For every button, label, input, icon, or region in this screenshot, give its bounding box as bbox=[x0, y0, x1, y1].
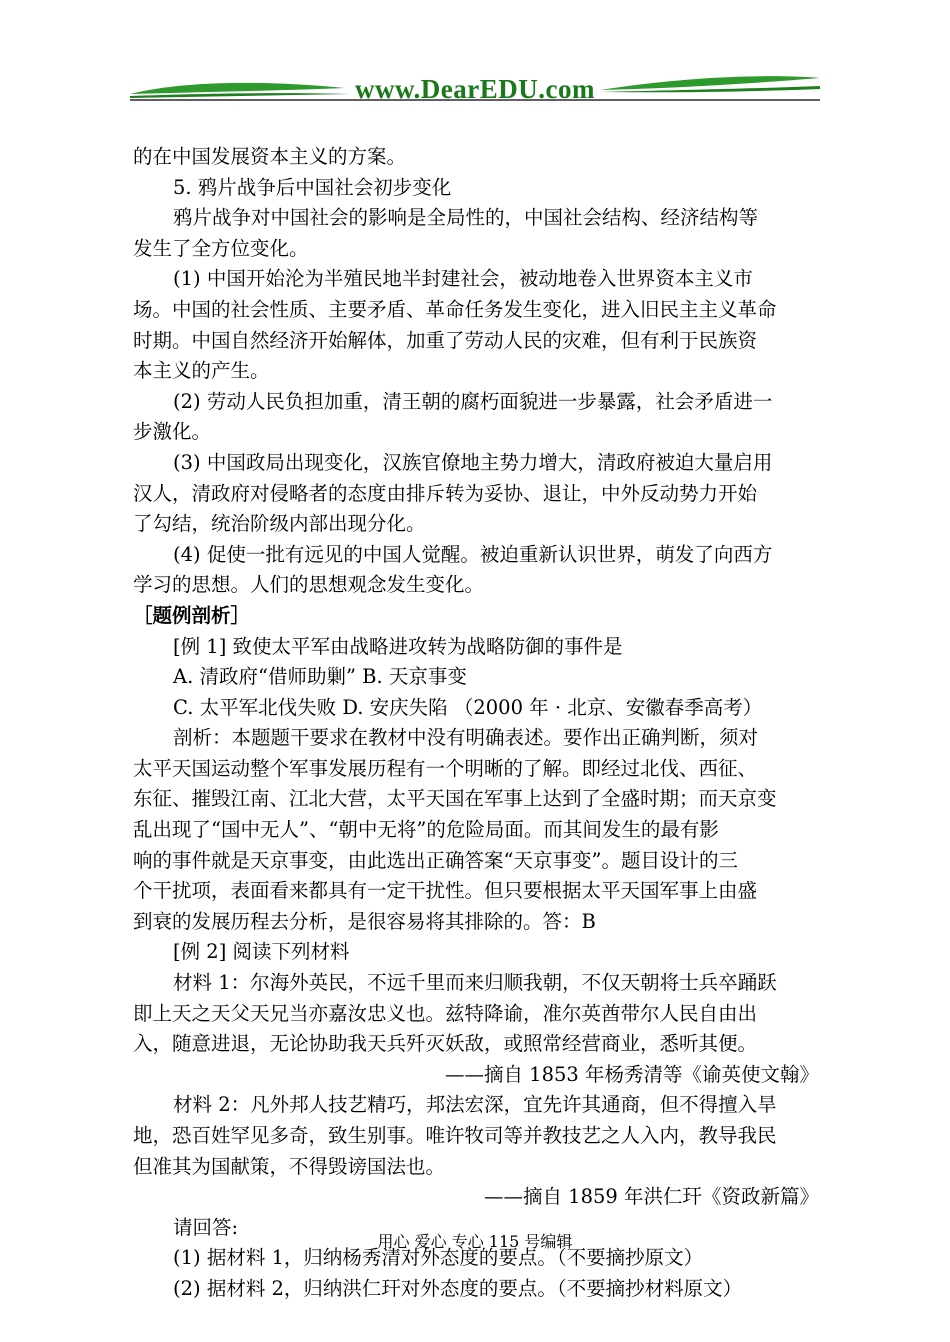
text-line: 发生了全方位变化。 bbox=[133, 236, 309, 260]
text-line: 汉人，清政府对侵略者的态度由排斥转为妥协、退让，中外反动势力开始 bbox=[133, 481, 758, 505]
document-body bbox=[133, 142, 823, 1305]
text-line: 即上天之天父天兄当亦嘉汝忠义也。兹特降谕，准尔英酋带尔人民自由出 bbox=[133, 1001, 758, 1025]
text-line: 个干扰项，表面看来都具有一定干扰性。但只要根据太平天国军事上由盛 bbox=[133, 879, 758, 903]
text-line: 乱出现了“国中无人”、“朝中无将”的危险局面。而其间发生的最有影 bbox=[133, 818, 719, 842]
text-line: C. 太平军北伐失败 D. 安庆失陷 （2000 年 · 北京、安徽春季高考） bbox=[173, 695, 763, 719]
text-line: 鸦片战争对中国社会的影响是全局性的，中国社会结构、经济结构等 bbox=[173, 206, 759, 230]
text-line: (1) 据材料 1，归纳杨秀清对外态度的要点。（不要摘抄原文） bbox=[173, 1246, 704, 1270]
text-line: 的在中国发展资本主义的方案。 bbox=[133, 145, 407, 168]
text-line: 材料 1：尔海外英民，不远千里而来归顺我朝，不仅天朝将士兵卒踊跃 bbox=[173, 971, 777, 995]
text-line: 剖析：本题题干要求在教材中没有明确表述。要作出正确判断，须对 bbox=[173, 726, 759, 750]
text-line: [例 1] 致使太平军由战略进攻转为战略防御的事件是 bbox=[173, 634, 623, 658]
text-line: 材料 2：凡外邦人技艺精巧，邦法宏深，宜先许其通商，但不得擅入旱 bbox=[173, 1093, 777, 1117]
text-line: (2) 劳动人民负担加重，清王朝的腐朽面貌进一步暴露，社会矛盾进一 bbox=[173, 389, 773, 413]
text-line: [例 2] 阅读下列材料 bbox=[173, 940, 350, 964]
text-line: 地，恐百姓罕见多奇，致生别事。唯许牧司等并教技艺之人入内，教导我民 bbox=[133, 1124, 777, 1147]
page-footer: 用心 爱心 专心 115 号编辑 bbox=[377, 1232, 573, 1251]
text-line: 响的事件就是天京事变，由此选出正确答案“天京事变”。题目设计的三 bbox=[133, 848, 738, 872]
text-line: 太平天国运动整个军事发展历程有一个明晰的了解。即经过北伐、西征、 bbox=[133, 756, 758, 780]
text-line: 步激化。 bbox=[133, 420, 212, 444]
text-line: 请回答: bbox=[173, 1215, 239, 1239]
text-line: 了勾结，统治阶级内部出现分化。 bbox=[133, 512, 426, 536]
section-heading: ［题例剖析］ bbox=[133, 603, 251, 627]
text-line: 时期。中国自然经济开始解体，加重了劳动人民的灾难，但有利于民族资 bbox=[133, 328, 758, 352]
text-line: (3) 中国政局出现变化，汉族官僚地主势力增大，清政府被迫大量启用 bbox=[173, 450, 773, 474]
text-line: (2) 据材料 2，归纳洪仁玕对外态度的要点。（不要摘抄材料原文） bbox=[173, 1276, 743, 1300]
text-line: 东征、摧毁江南、江北大营，太平天国在军事上达到了全盛时期；而天京变 bbox=[133, 787, 777, 811]
text-line: 到衰的发展历程去分析，是很容易将其排除的。答：B bbox=[133, 909, 596, 933]
text-line: (4) 促使一批有远见的中国人觉醒。被迫重新认识世界，萌发了向西方 bbox=[173, 542, 773, 566]
text-line: (1) 中国开始沦为半殖民地半封建社会，被动地卷入世界资本主义市 bbox=[173, 267, 753, 291]
text-line: 入，随意进退，无论协助我天兵歼灭妖敌，或照常经营商业，悉听其便。 bbox=[133, 1032, 758, 1056]
text-line: 本主义的产生。 bbox=[133, 359, 270, 383]
citation-line: ——摘自 1859 年洪仁玕《资政新篇》 bbox=[483, 1185, 819, 1209]
text-line: 场。中国的社会性质、主要矛盾、革命任务发生变化，进入旧民主主义革命 bbox=[133, 297, 777, 321]
text-line: 5. 鸦片战争后中国社会初步变化 bbox=[173, 175, 452, 199]
text-line: 但准其为国献策，不得毁谤国法也。 bbox=[133, 1154, 446, 1178]
citation-line: ——摘自 1853 年杨秀清等《谕英使文翰》 bbox=[444, 1062, 819, 1086]
text-line: A. 清政府“借师助剿” B. 天京事变 bbox=[173, 665, 467, 689]
site-logo-text: www.DearEDU.com bbox=[355, 74, 595, 104]
text-line: 学习的思想。人们的思想观念发生变化。 bbox=[133, 573, 485, 597]
page-header bbox=[130, 68, 820, 108]
